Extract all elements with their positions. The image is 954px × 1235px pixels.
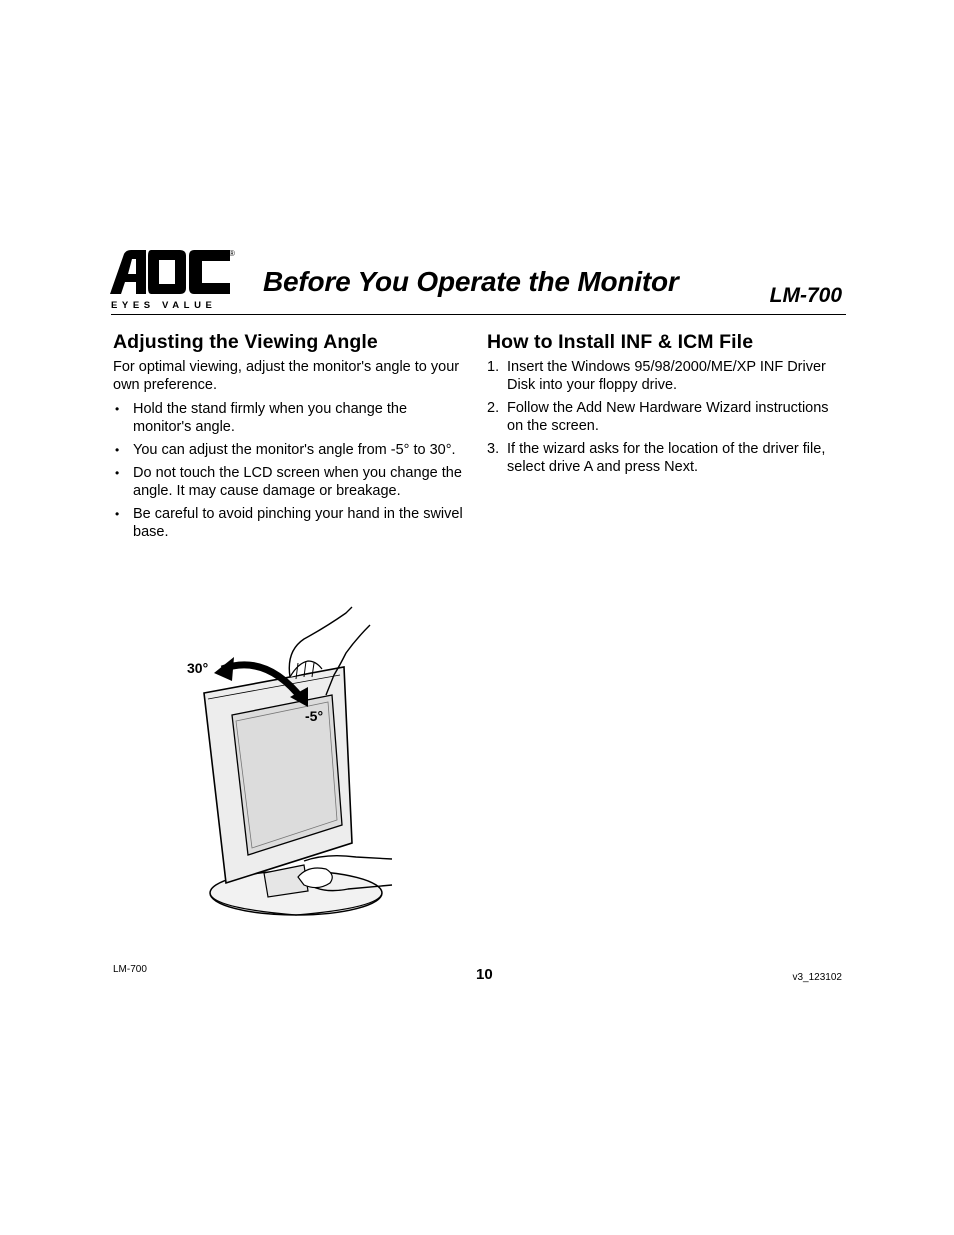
max-angle-label: 30° <box>187 660 209 676</box>
step-text: Follow the Add New Hardware Wizard instructions on the screen. <box>507 400 829 434</box>
list-item: • Hold the stand firmly when you change the monitor's angle. <box>113 400 463 436</box>
header-divider <box>111 314 846 315</box>
step-number: 1. <box>487 359 500 375</box>
logo-tagline: EYES VALUE <box>111 300 217 311</box>
install-steps-list <box>487 358 832 476</box>
page-number: 10 <box>476 966 493 983</box>
model-label: LM-700 <box>769 284 842 307</box>
step-text: If the wizard asks for the location of the driver file, select drive A and press Next. <box>507 441 826 475</box>
viewing-angle-section <box>113 333 463 546</box>
footer-model: LM-700 <box>113 964 147 975</box>
list-item <box>487 358 832 394</box>
step-text: Insert the Windows 95/98/2000/ME/XP INF Driver Disk into your floppy drive. <box>507 359 826 393</box>
aoc-logo-mark <box>110 250 232 294</box>
list-item <box>487 399 832 435</box>
list-item <box>487 440 832 476</box>
list-item: • Be careful to avoid pinching your hand in the swivel base. <box>113 505 463 541</box>
install-inf-heading: How to Install INF & ICM File <box>487 331 754 353</box>
step-number: 2. <box>487 400 500 416</box>
viewing-angle-list <box>113 400 463 541</box>
version-code: v3_123102 <box>792 972 842 983</box>
viewing-angle-heading: Adjusting the Viewing Angle <box>113 331 378 353</box>
min-angle-label: -5° <box>305 708 324 724</box>
page-title: Before You Operate the Monitor <box>263 266 679 297</box>
install-inf-section <box>487 333 832 481</box>
list-item: • Do not touch the LCD screen when you change the angle. It may cause damage or breakage. <box>113 464 463 500</box>
list-item: • You can adjust the monitor's angle from -5° to 30°. <box>113 441 463 459</box>
viewing-angle-intro: For optimal viewing, adjust the monitor's angle to your own preference. <box>113 359 460 393</box>
monitor-tilt-illustration <box>186 603 396 921</box>
step-number: 3. <box>487 441 500 457</box>
registered-mark: ® <box>229 249 235 258</box>
monitor-tilt-drawing <box>186 603 396 921</box>
